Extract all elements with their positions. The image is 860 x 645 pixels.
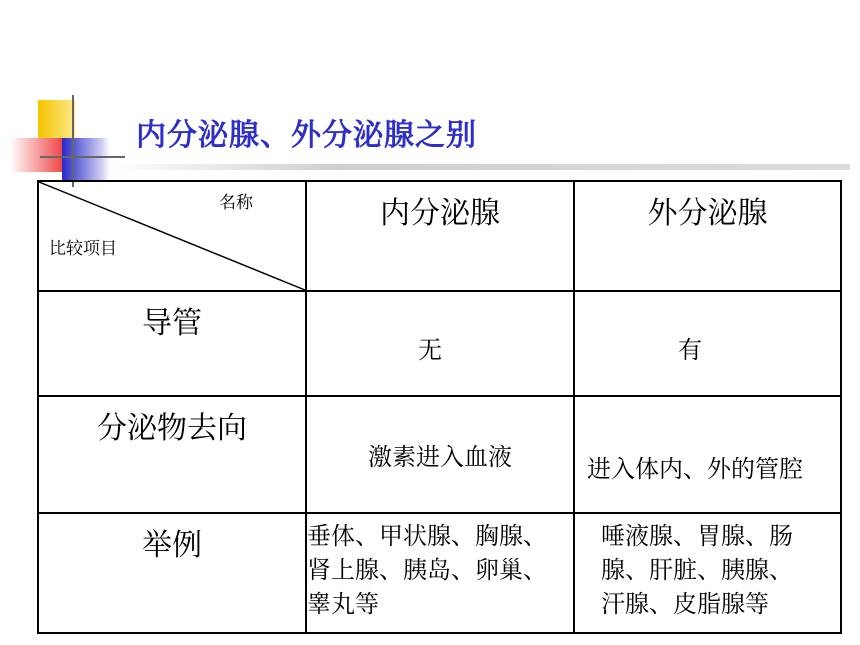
example-line: 肾上腺、胰岛、卵巢、 [307, 556, 547, 584]
decor-vertical-line [72, 95, 74, 187]
row-label-cell [38, 396, 306, 513]
comparison-table [37, 180, 842, 634]
cell-value: 进入体内、外的管腔 [587, 455, 803, 483]
row-label-cell [38, 513, 306, 633]
example-line: 垂体、甲状腺、胸腺、 [307, 522, 547, 550]
row-label: 导管 [142, 306, 202, 341]
cell-value: 有 [678, 336, 702, 364]
table-cell [574, 396, 841, 513]
decor-red-block [10, 138, 62, 172]
header-exocrine [574, 181, 841, 291]
row-label: 分泌物去向 [97, 411, 247, 446]
decor-yellow-block [38, 100, 75, 140]
decor-blue-block [62, 138, 110, 182]
diag-bottom-label: 比较项目 [49, 239, 117, 259]
header-endocrine-label: 内分泌腺 [380, 196, 500, 231]
table-cell [306, 396, 574, 513]
table-cell [306, 513, 574, 633]
example-line: 汗腺、皮脂腺等 [601, 590, 769, 618]
cell-value: 激素进入血液 [368, 443, 512, 471]
example-line: 唾液腺、胃腺、肠 [601, 522, 793, 550]
table-header-row [38, 181, 841, 291]
table-cell [574, 291, 841, 396]
header-endocrine [306, 181, 574, 291]
example-line: 腺、肝脏、胰腺、 [601, 556, 793, 584]
table-cell [574, 513, 841, 633]
table-row-duct [38, 291, 841, 396]
example-line: 睾丸等 [307, 590, 379, 618]
table-row-example [38, 513, 841, 633]
header-exocrine-label: 外分泌腺 [647, 196, 768, 231]
row-label: 举例 [142, 528, 202, 563]
diagonal-header-cell [38, 181, 306, 291]
row-label-cell [38, 291, 306, 396]
cell-value: 无 [418, 336, 442, 364]
decor-horizontal-line [40, 156, 125, 158]
example-text [307, 519, 547, 621]
example-text [601, 519, 793, 621]
diag-top-label: 名称 [219, 193, 253, 213]
page-title: 内分泌腺、外分泌腺之别 [136, 118, 477, 153]
title-underline [110, 164, 850, 170]
table-cell [306, 291, 574, 396]
table-row-secretion [38, 396, 841, 513]
